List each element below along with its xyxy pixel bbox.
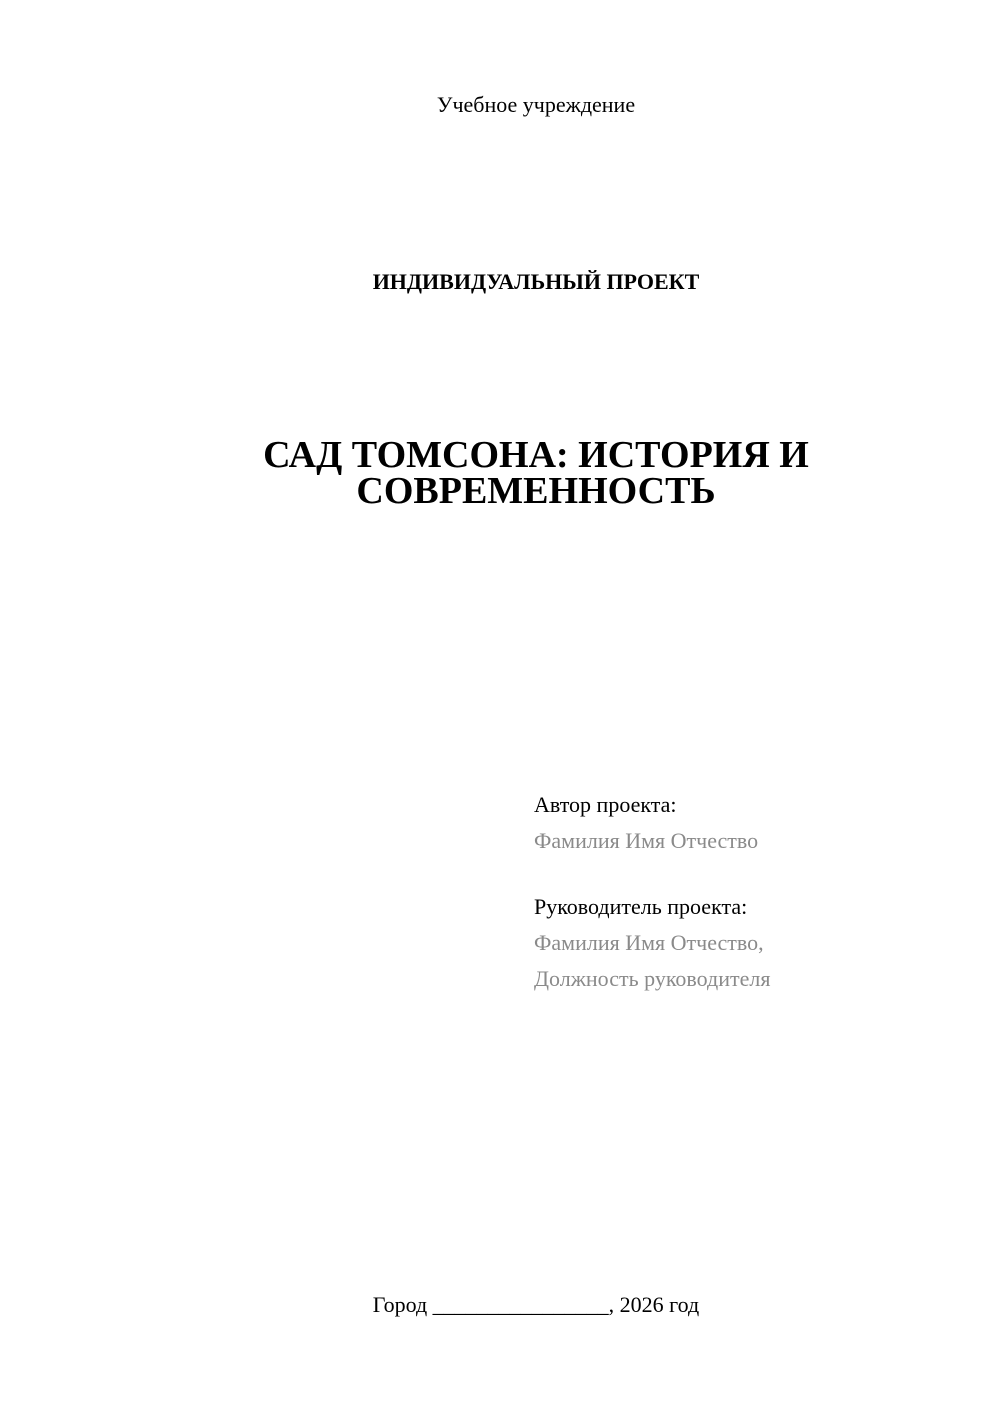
project-title-line-1: САД ТОМСОНА: ИСТОРИЯ И bbox=[263, 434, 809, 476]
spacer bbox=[534, 859, 974, 889]
project-title bbox=[0, 434, 1000, 512]
supervisor-position: Должность руководителя bbox=[534, 966, 771, 991]
credits-block bbox=[534, 787, 974, 997]
institution-name: Учебное учреждение bbox=[436, 92, 636, 117]
supervisor-label: Руководитель проекта: bbox=[534, 894, 748, 919]
document-type: ИНДИВИДУАЛЬНЫЙ ПРОЕКТ bbox=[372, 269, 700, 294]
author-label: Автор проекта: bbox=[534, 792, 677, 817]
project-title-line-2: СОВРЕМЕННОСТЬ bbox=[356, 470, 716, 512]
supervisor-name: Фамилия Имя Отчество, bbox=[534, 930, 764, 955]
author-name: Фамилия Имя Отчество bbox=[534, 828, 759, 853]
city-year-line: Город ________________, 2026 год bbox=[372, 1292, 700, 1317]
